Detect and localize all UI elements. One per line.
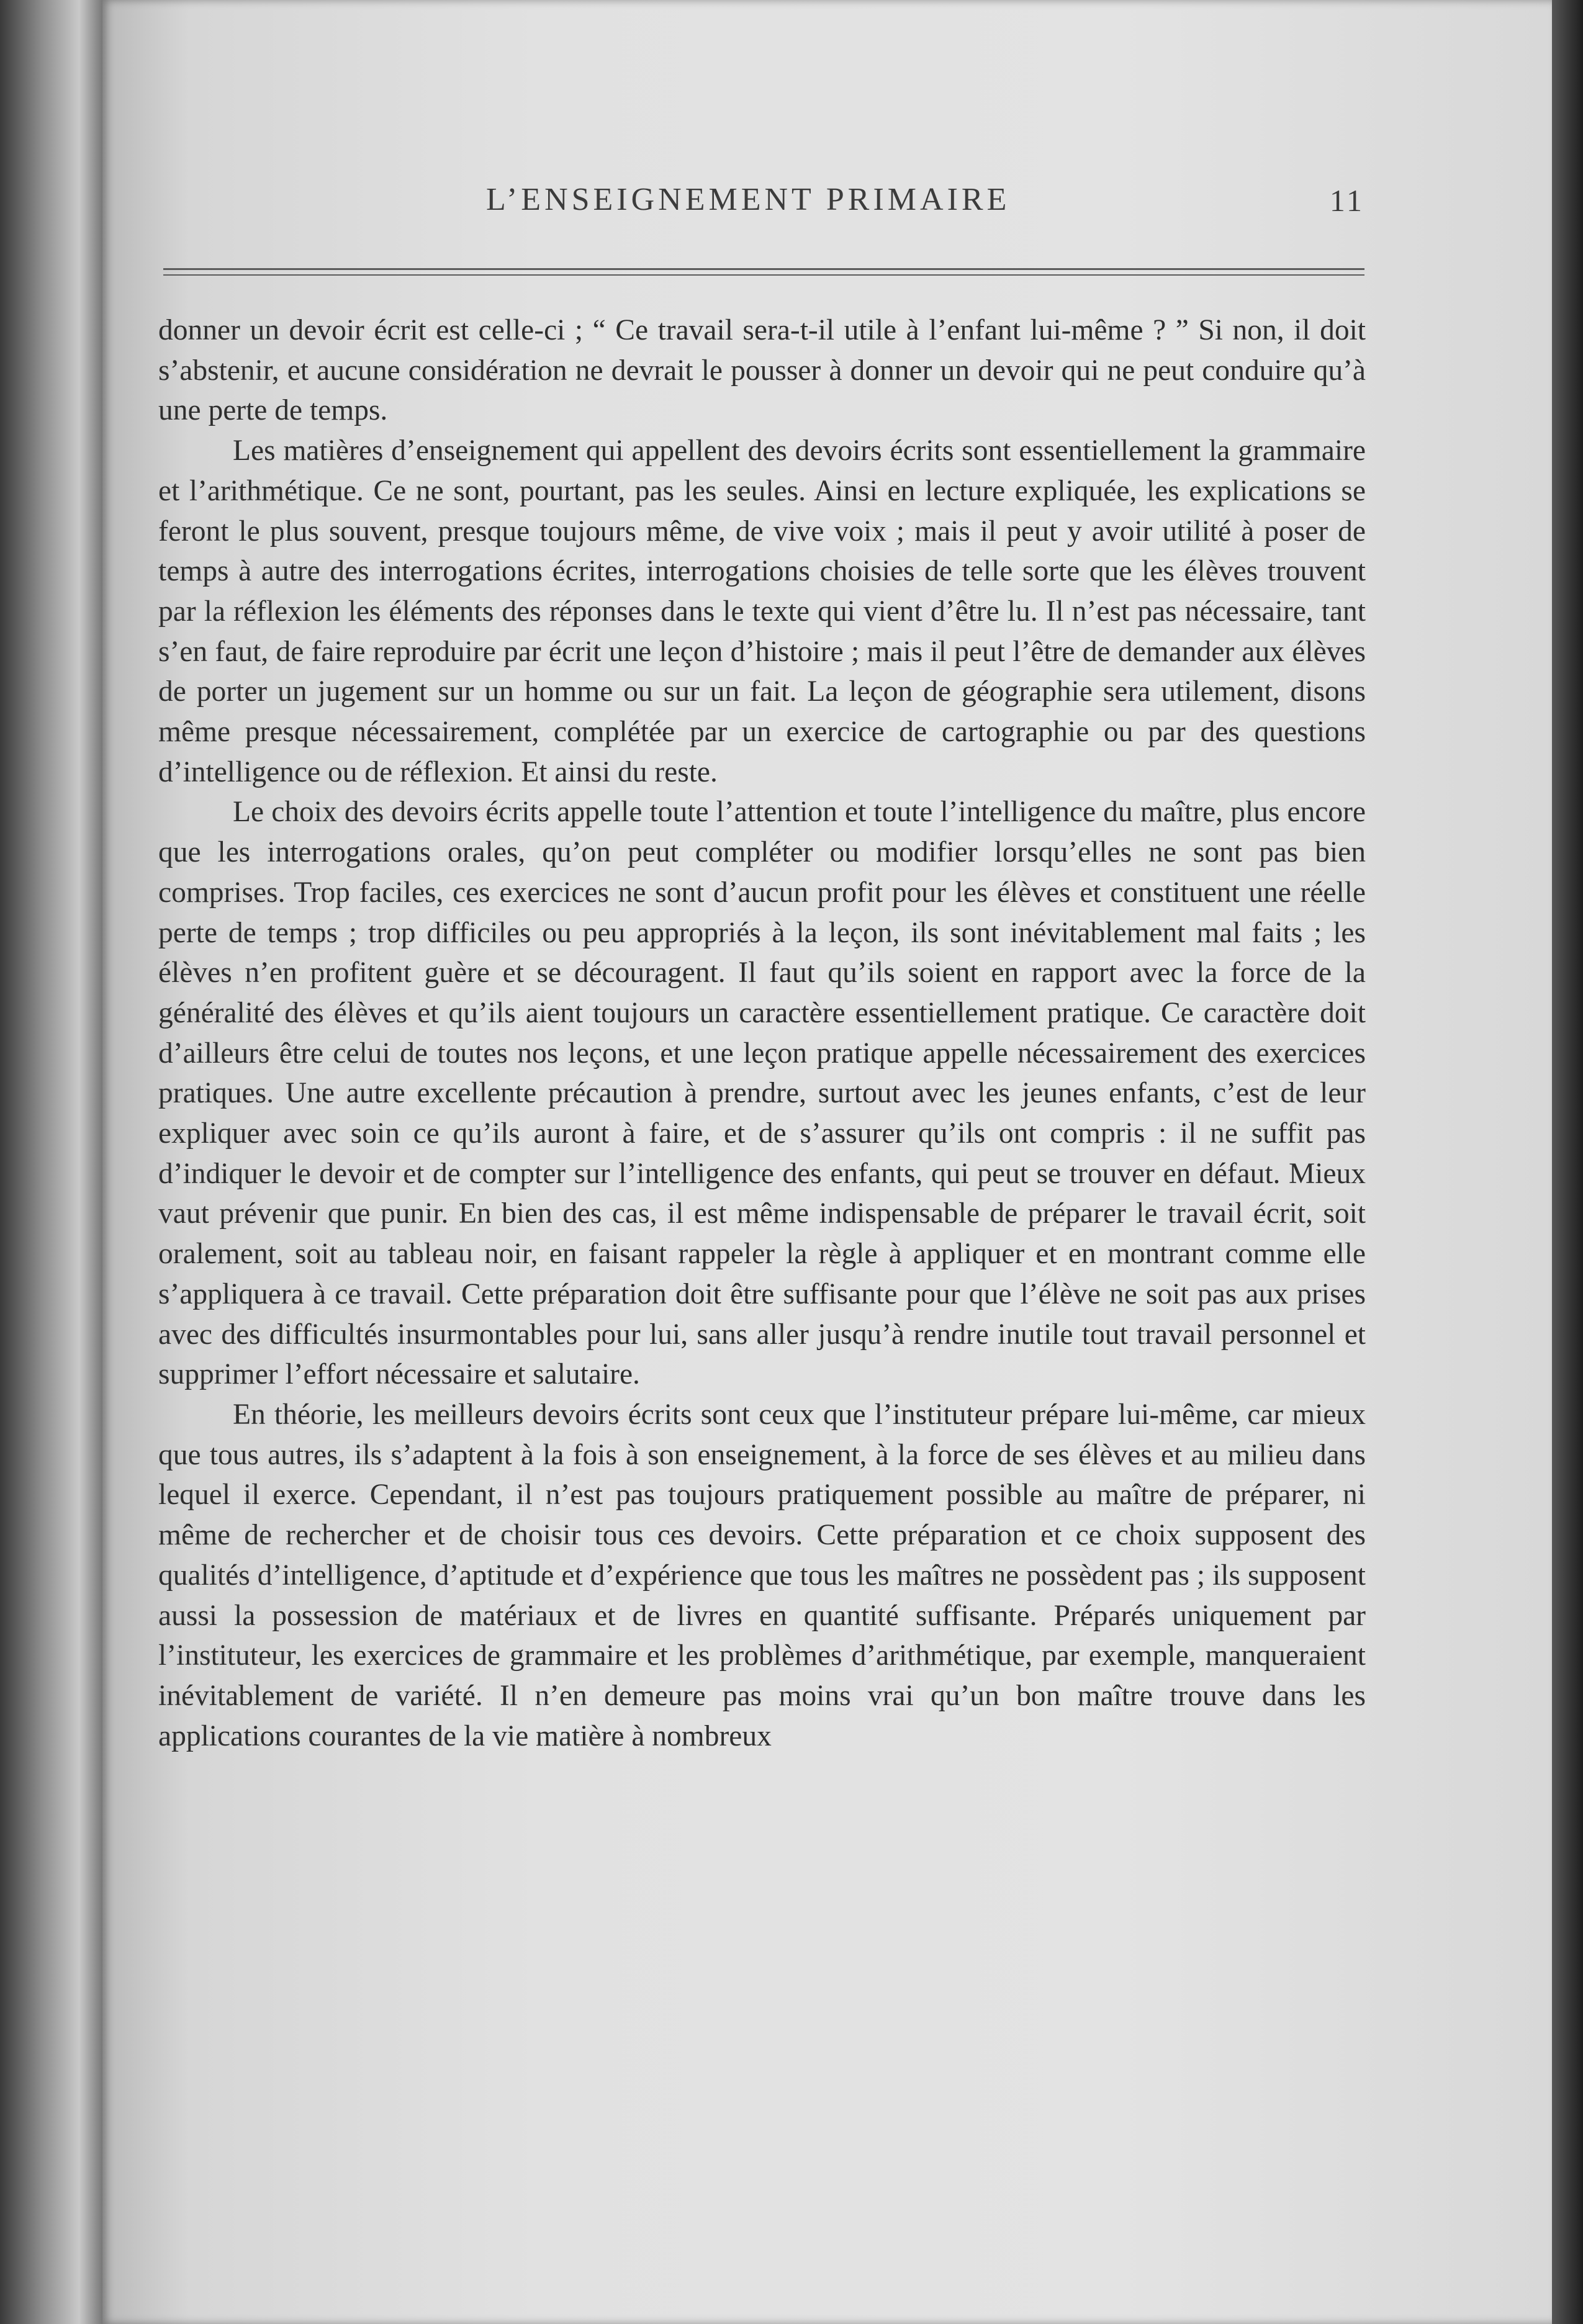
book-spine [0,0,106,2324]
page-edge-shadow [1552,0,1583,2324]
running-header [163,181,1364,231]
body-text [158,310,1366,1756]
header-rule [163,268,1364,270]
paragraph: En théorie, les meilleurs devoirs écrits sont ceux que l’instituteur prépare lui-même, car mieux que tous autres, ils s’adaptent à la fois à son enseignement, à la force de ses élèves et au milieu dans lequel il exerce. Cependant, il n’est pas toujours pratiquement possible au maître de préparer, ni même de rechercher et de choisir tous ces devoirs. Cette préparation et ce choix supposent des qualités d’intelligence, d’aptitude et d’expérience que tous les maîtres ne possèdent pas ; ils supposent aussi la possession de matériaux et de livres en quantité suffisante. Préparés uniquement par l’instituteur, les exercices de grammaire et les problèmes d’arithmétique, par exemple, manqueraient inévitablement de variété. Il n’en demeure pas moins vrai qu’un bon maître trouve dans les applications courantes de la vie matière à nombreux [158,1398,1366,1752]
running-title: L’ENSEIGNEMENT PRIMAIRE [486,182,1011,217]
paragraph: Le choix des devoirs écrits appelle toute l’attention et toute l’intelligence du maître, plus encore que les interrogations orales, qu’on peut compléter ou modifier lorsqu’elles ne sont pas bien comprises. Trop faciles, ces exercices ne sont d’aucun profit pour les élèves et constituent une réelle perte de temps ; trop difficiles ou peu appropriés à la leçon, ils sont inévitablement mal faits ; les élèves n’en profitent guère et se découragent. Il faut qu’ils soient en rapport avec la force de la généralité des élèves et qu’ils aient toujours un caractère essentiellement pratique. Ce caractère doit d’ailleurs être celui de toutes nos leçons, et une leçon pratique appelle nécessairement des exercices pratiques. Une autre excellente précaution à prendre, surtout avec les jeunes enfants, c’est de leur expliquer avec soin ce qu’ils auront à faire, et de s’assurer qu’ils ont compris : il ne suffit pas d’indiquer le devoir et de compter sur l’intelligence des enfants, qui peut se trouver en défaut. Mieux vaut prévenir que punir. En bien des cas, il est même indispensable de préparer le travail écrit, soit oralement, soit au tableau noir, en faisant rappeler la règle à appliquer et en montrant comme elle s’appliquera à ce travail. Cette préparation doit être suffisante pour que l’élève ne soit pas aux prises avec des difficultés insurmontables pour lui, sans aller jusqu’à rendre inutile tout travail personnel et supprimer l’effort nécessaire et salutaire. [158,796,1366,1391]
paragraph: donner un devoir écrit est celle-ci ; “ Ce travail sera-t-il utile à l’enfant lui-même ? ” Si non, il doit s’abstenir, et aucune considération ne devrait le pousser à donner un devoir qui ne peut conduire qu’à une perte de temps. [158,314,1366,427]
paragraph: Les matières d’enseignement qui appellent des devoirs écrits sont essentiellement la grammaire et l’arithmétique. Ce ne sont, pourtant, pas les seules. Ainsi en lecture expliquée, les explications se feront le plus souvent, presque toujours même, de vive voix ; mais il peut y avoir utilité à poser de temps à autre des interrogations écrites, interrogations choisies de telle sorte que les élèves trouvent par la réflexion les éléments des réponses dans le texte qui vient d’être lu. Il n’est pas nécessaire, tant s’en faut, de faire reproduire par écrit une leçon d’histoire ; mais il peut l’être de demander aux élèves de porter un jugement sur un homme ou sur un fait. La leçon de géographie sera utilement, disons même presque nécessairement, complétée par un exercice de cartographie ou par des questions d’intelligence ou de réflexion. Et ainsi du reste. [158,435,1366,788]
page-number: 11 [1329,183,1364,218]
header-rule-thin [163,274,1364,276]
